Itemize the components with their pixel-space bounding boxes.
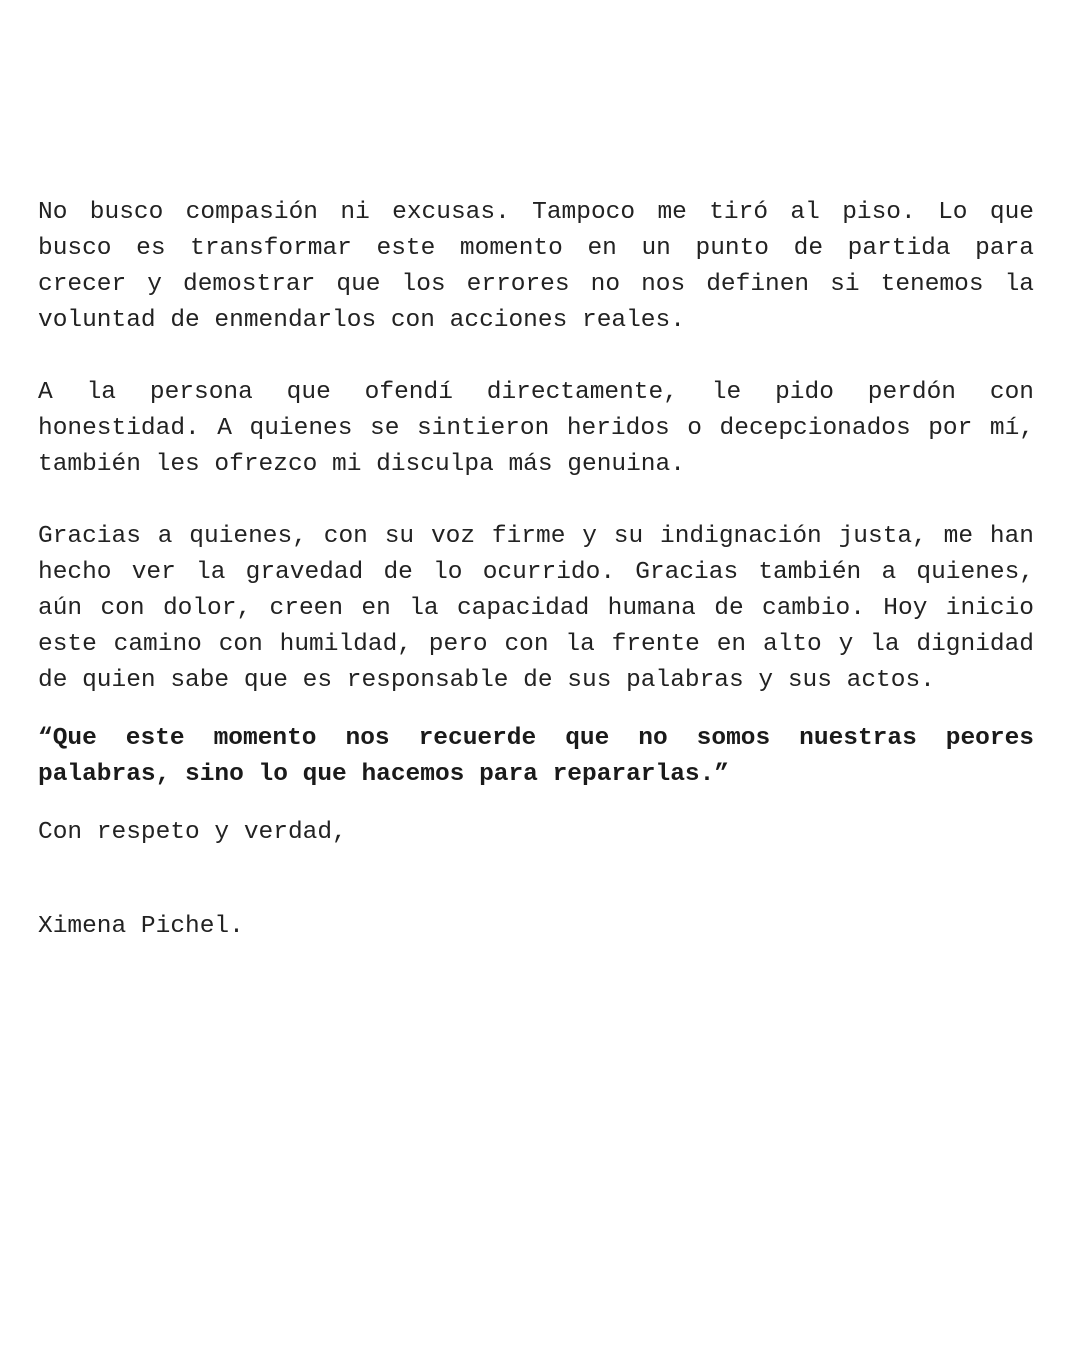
closing-line: Con respeto y verdad, [38, 819, 347, 846]
letter-body [38, 195, 1034, 945]
signature: Ximena Pichel. [38, 913, 244, 940]
closing-quote: “Que este momento nos recuerde que no somos nuestras peores palabras, sino lo que hacemos para repararlas.” [38, 725, 1034, 788]
paragraph-apology: A la persona que ofendí directamente, le pido perdón con honestidad. A quienes se sintieron heridos o decepcionados por mí, también les ofrezco mi disculpa más genuina. [38, 379, 1034, 478]
paragraph-gratitude: Gracias a quienes, con su voz firme y su indignación justa, me han hecho ver la gravedad de lo ocurrido. Gracias también a quienes, aún con dolor, creen en la capacidad humana de cambio. Hoy inicio este camino con humildad, pero con la frente en alto y la dignidad de quien sabe que es responsable de sus palabras y sus actos. [38, 523, 1034, 694]
paragraph-apology-intent: No busco compasión ni excusas. Tampoco me tiró al piso. Lo que busco es transformar este momento en un punto de partida para crecer y demostrar que los errores no nos definen si tenemos la voluntad de enmendarlos con acciones reales. [38, 199, 1034, 334]
